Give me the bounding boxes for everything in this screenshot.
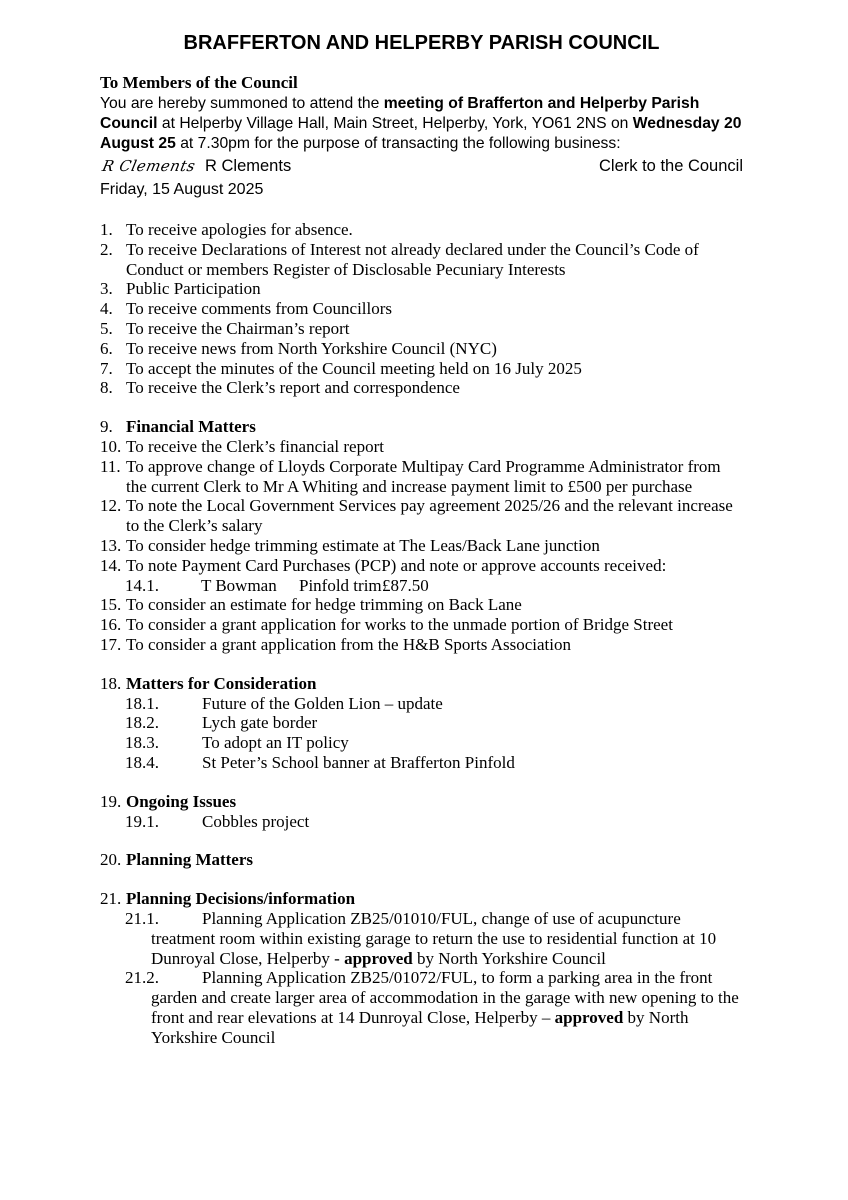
item-text: To receive the Clerk’s financial report	[126, 436, 384, 456]
item-number: 6.	[100, 338, 113, 358]
item-number: 5.	[100, 318, 113, 338]
agenda-item-10	[100, 437, 743, 457]
item-number: 21.	[100, 889, 122, 909]
agenda-subitem-18-1	[100, 694, 743, 714]
planning-decision-authority: by North Yorkshire Council	[151, 1007, 689, 1047]
agenda-item-13	[100, 536, 743, 556]
subitem-text: To adopt an IT policy	[202, 733, 349, 753]
item-text: To note Payment Card Purchases (PCP) and note or approve accounts received:	[126, 555, 667, 575]
item-text: To consider a grant application from the H&B Sports Association	[126, 634, 571, 654]
document-title: BRAFFERTON AND HELPERBY PARISH COUNCIL	[183, 32, 660, 54]
subitem-number: 18.2.	[125, 713, 159, 733]
item-number: 16.	[100, 615, 122, 635]
item-text: To consider an estimate for hedge trimming on Back Lane	[126, 595, 522, 615]
agenda-item-20-planning-matters	[100, 850, 743, 870]
item-number: 10.	[100, 436, 122, 456]
section-heading: Matters for Consideration	[126, 673, 317, 693]
clerk-typed-name: R Clements	[205, 157, 292, 175]
item-text: To consider hedge trimming estimate at The Leas/Back Lane junction	[126, 535, 600, 555]
item-number: 13.	[100, 535, 122, 555]
summons-bold-date: Wednesday 20 August 25	[100, 115, 742, 152]
agenda-item-15	[100, 595, 743, 615]
item-number: 14.	[100, 555, 122, 575]
item-number: 17.	[100, 634, 122, 654]
section-heading: Planning Matters	[126, 850, 254, 870]
agenda-item-7	[100, 359, 743, 379]
item-number: 7.	[100, 358, 113, 378]
summons-text-2: at Helperby Village Hall, Main Street, Helperby, York, YO61 2NS on	[157, 115, 633, 132]
document-date: Friday, 15 August 2025	[100, 181, 264, 198]
item-number: 19.	[100, 791, 122, 811]
agenda-subitem-18-2	[100, 713, 743, 733]
item-number: 1.	[100, 220, 113, 239]
subitem-number: 18.1.	[125, 693, 159, 713]
agenda-item-8	[100, 378, 743, 398]
item-text: To consider a grant application for works to the unmade portion of Bridge Street	[126, 615, 673, 635]
subitem-number: 18.3.	[125, 733, 159, 753]
payment-description: Pinfold trim	[299, 575, 382, 595]
payment-payee: T Bowman	[201, 575, 277, 595]
agenda-item-2	[100, 240, 743, 280]
subitem-text: St Peter’s School banner at Brafferton Pinfold	[202, 752, 515, 772]
subitem-number: 14.1.	[125, 575, 159, 595]
subitem-text: Future of the Golden Lion – update	[202, 693, 443, 713]
agenda-item-12	[100, 496, 743, 536]
item-number: 9.	[100, 417, 113, 437]
item-text: To accept the minutes of the Council meeting held on 16 July 2025	[126, 358, 582, 378]
agenda-subitem-21-1	[100, 909, 743, 968]
item-text: To receive the Clerk’s report and correspondence	[126, 378, 460, 398]
item-number: 12.	[100, 496, 122, 516]
item-number: 8.	[100, 378, 113, 398]
item-text: To receive the Chairman’s report	[126, 318, 350, 338]
item-text: To note the Local Government Services pay agreement 2025/26 and the relevant increase to the Clerk’s salary	[126, 496, 733, 536]
item-number: 2.	[100, 239, 113, 259]
agenda-list	[100, 220, 743, 1047]
handwritten-signature: R Clements	[100, 157, 198, 175]
agenda-item-14	[100, 556, 743, 576]
item-number: 15.	[100, 595, 122, 615]
item-number: 18.	[100, 673, 122, 693]
summons-bold-meeting: meeting of Brafferton and Helperby Parish Council	[100, 95, 700, 132]
item-text: Public Participation	[126, 279, 261, 299]
agenda-subitem-14-1-payment	[100, 576, 743, 596]
planning-decision-status: approved	[344, 948, 413, 968]
agenda-subitem-18-3	[100, 733, 743, 753]
subitem-number: 18.4.	[125, 752, 159, 772]
agenda-item-1	[100, 220, 743, 240]
agenda-item-5	[100, 319, 743, 339]
payment-amount: £87.50	[382, 575, 429, 595]
subitem-number: 21.2.	[125, 968, 159, 988]
salutation-line: To Members of the Council	[100, 73, 298, 92]
item-text: To receive apologies for absence.	[126, 220, 353, 239]
item-text: To receive Declarations of Interest not already declared under the Council’s Code of Conduct or members Register of Disclosable Pecuniary Interests	[126, 239, 699, 279]
section-heading: Ongoing Issues	[126, 791, 237, 811]
agenda-item-11	[100, 457, 743, 497]
item-number: 3.	[100, 279, 113, 299]
agenda-subitem-21-2	[100, 968, 743, 1047]
agenda-item-18-matters-for-consideration	[100, 674, 743, 694]
subitem-text: Lych gate border	[202, 713, 318, 733]
agenda-subitem-19-1	[100, 812, 743, 832]
item-number: 20.	[100, 850, 122, 870]
summons-text-3: at 7.30pm for the purpose of transacting the following business:	[175, 135, 621, 152]
subitem-number: 21.1.	[125, 908, 159, 928]
item-number: 11.	[100, 456, 121, 476]
item-text: To approve change of Lloyds Corporate Multipay Card Programme Administrator from the current Clerk to Mr A Whiting and increase payment limit to £500 per purchase	[126, 456, 721, 496]
section-heading: Financial Matters	[126, 417, 256, 437]
agenda-item-6	[100, 339, 743, 359]
summons-paragraph	[100, 94, 743, 154]
agenda-subitem-18-4	[100, 753, 743, 773]
item-text: To receive comments from Councillors	[126, 299, 393, 319]
summons-text-1: You are hereby summoned to attend the	[100, 95, 384, 112]
clerk-role-label: Clerk to the Council	[599, 157, 743, 175]
agenda-item-4	[100, 299, 743, 319]
agenda-item-3	[100, 279, 743, 299]
planning-decision-authority: by North Yorkshire Council	[412, 948, 606, 968]
signature-row	[100, 155, 743, 178]
item-text: To receive news from North Yorkshire Council (NYC)	[126, 338, 497, 358]
subitem-number: 19.1.	[125, 811, 159, 831]
planning-application-text: Planning Application ZB25/01072/FUL, to form a parking area in the front garden and create larger area of accommodation in the garage with new opening to the front and rear elevations at 14 Dunroyal Close, Helperby –	[151, 968, 739, 1027]
agenda-item-17	[100, 635, 743, 655]
agenda-item-19-ongoing-issues	[100, 792, 743, 812]
item-number: 4.	[100, 299, 113, 319]
section-heading: Planning Decisions/information	[126, 889, 356, 909]
planning-application-text: Planning Application ZB25/01010/FUL, change of use of acupuncture treatment room within existing garage to return the use to residential function at 10 Dunroyal Close, Helperby -	[151, 908, 717, 968]
planning-decision-status: approved	[554, 1007, 624, 1027]
agenda-item-9-financial-matters	[100, 417, 743, 437]
subitem-text: Cobbles project	[202, 811, 310, 831]
agenda-item-16	[100, 615, 743, 635]
agenda-item-21-planning-decisions	[100, 889, 743, 909]
